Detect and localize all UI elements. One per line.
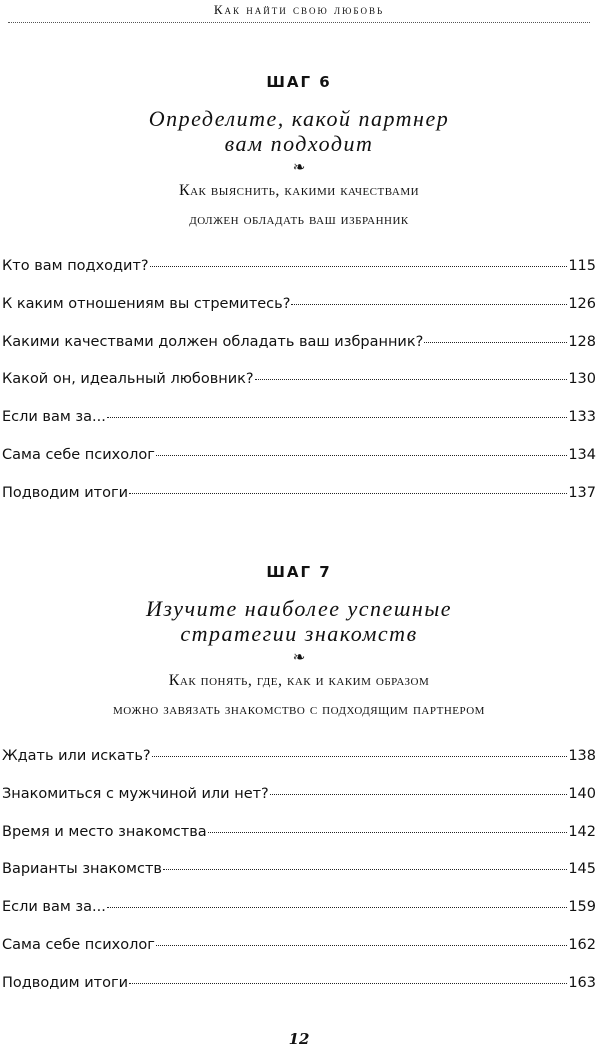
toc-entry[interactable] [0, 361, 598, 399]
dot-leader [208, 832, 568, 833]
toc-entry-page: 142 [568, 823, 596, 840]
chapter-title-line-2: стратегии знакомств [180, 621, 418, 646]
toc-entry[interactable] [0, 286, 598, 324]
dot-leader [255, 379, 568, 380]
dot-leader [424, 342, 567, 343]
dot-leader [150, 266, 568, 267]
chapter-title-line-1: Определите, какой партнер [148, 106, 450, 131]
toc-section-step-6 [0, 70, 598, 513]
toc-entry[interactable] [0, 475, 598, 513]
toc-entry-title: Если вам за... [2, 409, 106, 426]
dot-leader [270, 794, 568, 795]
toc-entry[interactable] [0, 851, 598, 889]
dot-leader [107, 417, 567, 418]
toc-entry-title: Сама себе психолог [2, 446, 155, 463]
fleuron-icon: ❧ [292, 648, 306, 666]
toc-entry-page: 133 [568, 409, 596, 426]
toc-entry-page: 130 [568, 371, 596, 388]
toc-entry-page: 115 [568, 258, 596, 274]
toc-entry[interactable] [0, 437, 598, 475]
toc-entry-page: 140 [568, 785, 596, 802]
chapter-subtitle-line-1: Как понять, где, как и каким образом [168, 672, 430, 689]
chapter-subtitle [0, 666, 598, 724]
fleuron-icon: ❧ [292, 158, 306, 176]
toc-entry-title: Какими качествами должен обладать ваш избранник? [2, 333, 424, 350]
toc-list [0, 738, 598, 1003]
dot-leader [129, 983, 567, 984]
toc-entry-title: Знакомиться с мужчиной или нет? [2, 785, 269, 802]
step-label: ШАГ 6 [266, 73, 332, 91]
toc-entry-page: 137 [568, 484, 596, 501]
toc-entry-page: 162 [568, 936, 596, 953]
toc-entry[interactable] [0, 889, 598, 927]
toc-entry-title: К каким отношениям вы стремитесь? [2, 295, 291, 312]
toc-entry[interactable] [0, 965, 598, 1003]
chapter-subtitle-line-1: Как выяснить, какими качествами [178, 182, 420, 199]
chapter-title-line-2: вам подходит [224, 131, 374, 156]
toc-entry-page: 126 [568, 295, 596, 312]
chapter-title-line-1: Изучите наиболее успешные [145, 596, 453, 621]
toc-entry-page: 163 [568, 974, 596, 991]
dot-leader [163, 869, 567, 870]
toc-entry[interactable] [0, 324, 598, 362]
toc-entry[interactable] [0, 776, 598, 814]
toc-entry-title: Ждать или искать? [2, 748, 151, 764]
toc-entry-title: Какой он, идеальный любовник? [2, 371, 254, 388]
toc-entry[interactable] [0, 738, 598, 776]
header-dotted-rule [8, 22, 590, 23]
toc-section-step-7 [0, 560, 598, 1003]
toc-entry-title: Время и место знакомства [2, 823, 207, 840]
step-label: ШАГ 7 [266, 563, 332, 581]
page-number: 12 [288, 1030, 310, 1048]
toc-entry-title: Подводим итоги [2, 974, 128, 991]
dot-leader [156, 945, 567, 946]
chapter-subtitle-line-2: можно завязать знакомство с подходящим партнером [113, 701, 485, 718]
toc-entry[interactable] [0, 927, 598, 965]
running-head: Как найти свою любовь [213, 2, 385, 17]
toc-entry-page: 145 [568, 861, 596, 878]
toc-entry-page: 138 [568, 748, 596, 764]
dot-leader [152, 756, 568, 757]
toc-list [0, 248, 598, 513]
toc-entry[interactable] [0, 814, 598, 852]
chapter-title [0, 106, 598, 156]
chapter-title [0, 596, 598, 646]
dot-leader [129, 493, 567, 494]
dot-leader [291, 304, 567, 305]
toc-entry-title: Кто вам подходит? [2, 258, 149, 274]
dot-leader [107, 907, 567, 908]
toc-entry-page: 134 [568, 446, 596, 463]
toc-entry-page: 159 [568, 899, 596, 916]
toc-entry-title: Подводим итоги [2, 484, 128, 501]
dot-leader [156, 455, 567, 456]
chapter-subtitle [0, 176, 598, 234]
toc-entry-page: 128 [568, 333, 596, 350]
toc-entry-title: Варианты знакомств [2, 861, 162, 878]
chapter-subtitle-line-2: должен обладать ваш избранник [189, 211, 409, 228]
toc-entry[interactable] [0, 399, 598, 437]
toc-entry-title: Если вам за... [2, 899, 106, 916]
toc-entry-title: Сама себе психолог [2, 936, 155, 953]
toc-entry[interactable] [0, 248, 598, 286]
